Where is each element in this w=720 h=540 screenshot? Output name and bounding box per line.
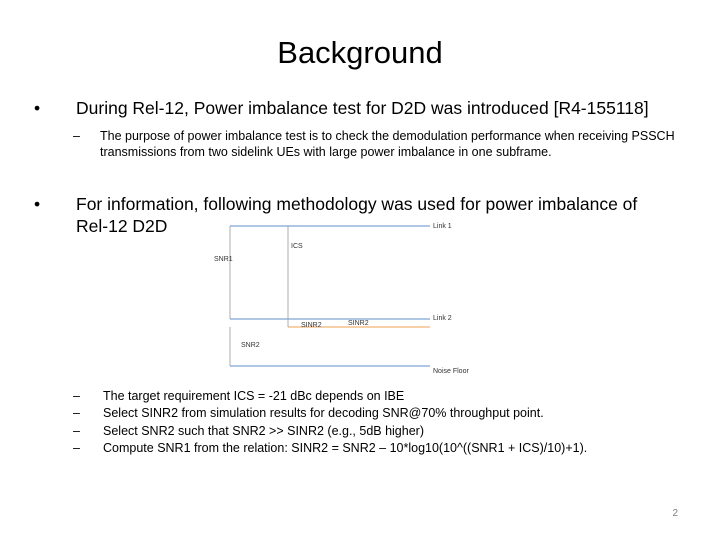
- bullet-text-line2: Rel-12 D2D: [76, 216, 168, 236]
- slide-title: Background: [277, 35, 443, 70]
- list-mark: –: [73, 389, 80, 403]
- list-mark: –: [73, 441, 80, 456]
- list-mark: –: [73, 423, 80, 438]
- sub-bullet-mark: –: [73, 129, 80, 143]
- snr1-label: SNR1: [214, 256, 233, 263]
- list-text: The target requirement ICS = -21 dBc depends on IBE: [103, 389, 405, 403]
- link2-label: Link 2: [433, 315, 452, 322]
- list-text: Select SNR2 such that SNR2 >> SINR2 (e.g., 5dB higher): [103, 423, 424, 438]
- link1-label: Link 1: [433, 223, 452, 230]
- list-text: Select SINR2 from simulation results for decoding SNR@70% throughput point.: [103, 406, 544, 421]
- list-mark: –: [73, 406, 80, 421]
- list-text: Compute SNR1 from the relation: SINR2 = SNR2 – 10*log10(10^((SNR1 + ICS)/10)+1).: [103, 441, 588, 456]
- bullet-mark: •: [34, 98, 41, 118]
- bullet-text: During Rel-12, Power imbalance test for D2D was introduced [R4-155118]: [76, 98, 649, 118]
- sinr2-left-label: SINR2: [301, 322, 322, 329]
- snr2-label: SNR2: [241, 342, 260, 349]
- page-number: 2: [672, 508, 678, 519]
- bullet-text-line1: For information, following methodology was used for power imbalance of: [76, 194, 638, 214]
- power-imbalance-diagram: [200, 214, 470, 376]
- bullet-mark: •: [34, 194, 41, 214]
- noise-floor-label: Noise Floor: [433, 368, 469, 375]
- sinr2-right-label: SINR2: [348, 320, 369, 327]
- diagram-svg: [200, 214, 470, 376]
- sub-bullet-text: The purpose of power imbalance test is to check the demodulation performance when receiving PSSCH transmissions from two sidelink UEs with large power imbalance in one subframe.: [100, 129, 675, 159]
- ics-label: ICS: [291, 243, 303, 250]
